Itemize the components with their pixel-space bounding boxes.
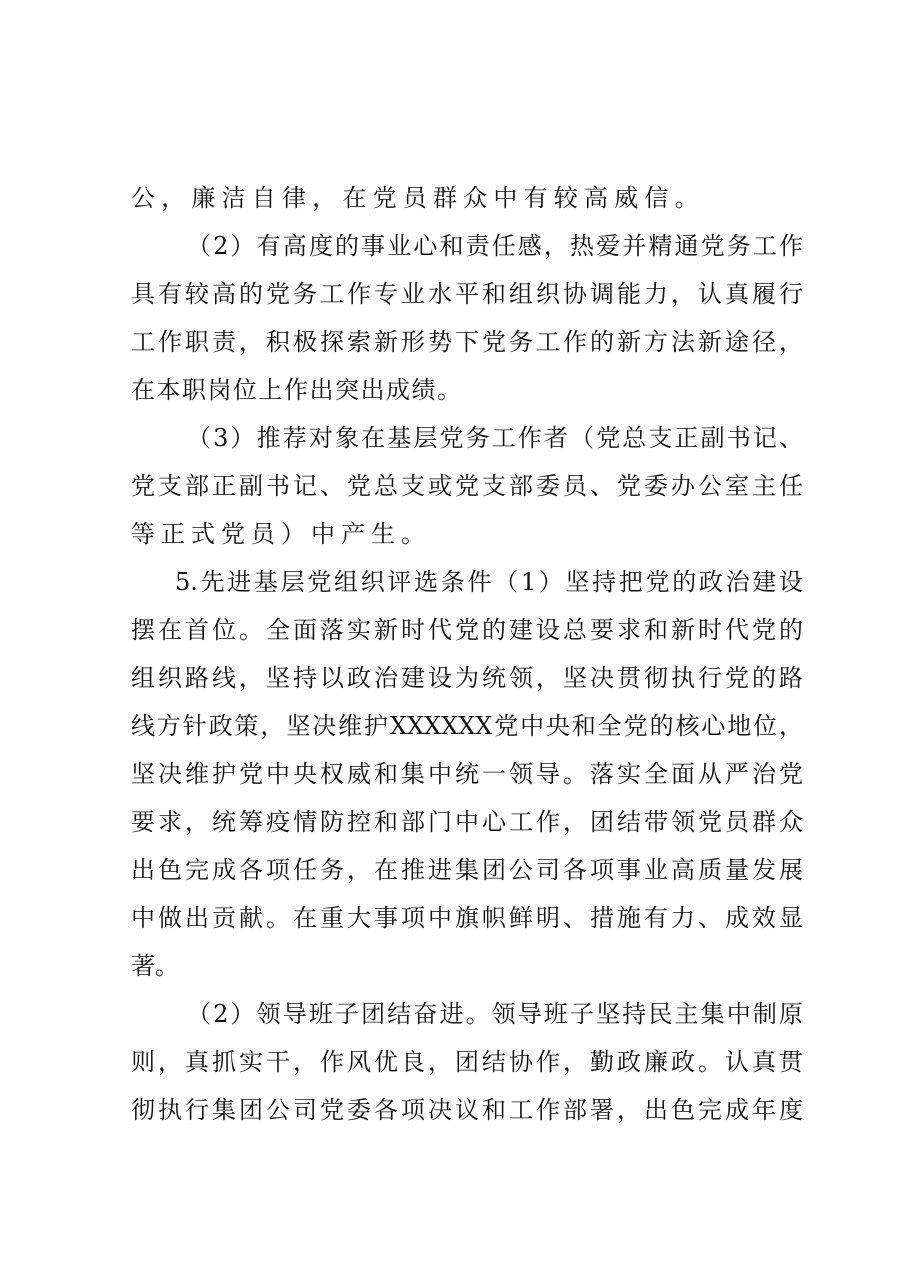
text-line: 则，真抓实干，作风优良，团结协作，勤政廉政。认真贯	[131, 1048, 803, 1076]
text-line: 工作职责，积极探索新形势下党务工作的新方法新途径，	[131, 328, 803, 356]
text-line: 彻执行集团公司党委各项决议和工作部署，出色完成年度	[131, 1096, 803, 1124]
text-line: 5.先进基层党组织评选条件（1）坚持把党的政治建设	[175, 568, 803, 596]
text-line: 著。	[131, 952, 179, 980]
text-line: 组织路线，坚持以政治建设为统领，坚决贯彻执行党的路	[131, 664, 803, 692]
text-line: （2）有高度的事业心和责任感，热爱并精通党务工作	[187, 232, 803, 260]
text-line: 党支部正副书记、党总支或党支部委员、党委办公室主任	[131, 472, 803, 500]
text-line: （3）推荐对象在基层党务工作者（党总支正副书记、	[187, 424, 803, 452]
text-line: 在本职岗位上作出突出成绩。	[131, 376, 463, 404]
text-line: 中做出贡献。在重大事项中旗帜鲜明、措施有力、成效显	[131, 904, 803, 932]
text-line: 公，廉洁自律，在党员群众中有较高威信。	[131, 184, 705, 212]
text-line: 坚决维护党中央权威和集中统一领导。落实全面从严治党	[131, 760, 803, 788]
text-line: 摆在首位。全面落实新时代党的建设总要求和新时代党的	[131, 616, 803, 644]
text-line: 线方针政策，坚决维护XXXXXX党中央和全党的核心地位，	[131, 712, 803, 740]
text-line: 具有较高的党务工作专业水平和组织协调能力，认真履行	[131, 280, 803, 308]
text-line: 等正式党员）中产生。	[131, 520, 431, 548]
text-line: （2）领导班子团结奋进。领导班子坚持民主集中制原	[187, 1000, 803, 1028]
text-line: 要求，统筹疫情防控和部门中心工作，团结带领党员群众	[131, 808, 803, 836]
text-line: 出色完成各项任务，在推进集团公司各项事业高质量发展	[131, 856, 803, 884]
